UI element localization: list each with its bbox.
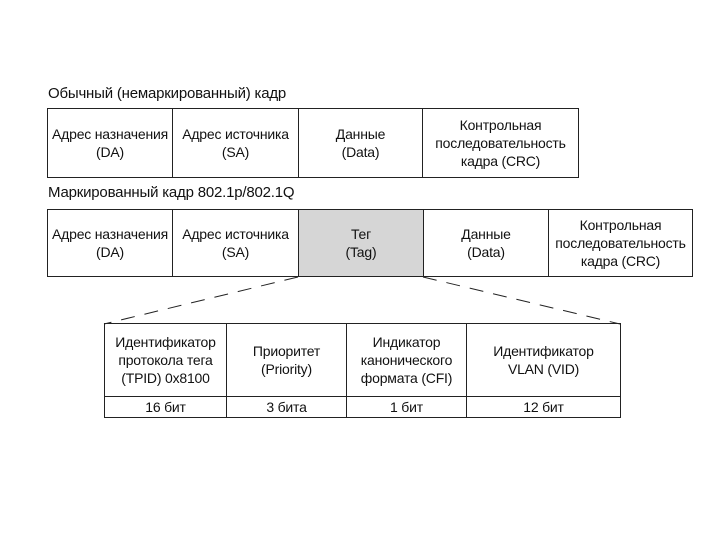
field-label-line: Идентификатор bbox=[115, 334, 216, 350]
tag-bits-row bbox=[105, 397, 621, 418]
field-label-line: (TPID) 0x8100 bbox=[121, 370, 210, 386]
field-label-line: (SA) bbox=[221, 244, 250, 260]
field-label-line: Адрес источника bbox=[182, 226, 289, 242]
field-label-line: (DA) bbox=[96, 244, 124, 260]
field-label-line: формата (CFI) bbox=[360, 370, 453, 386]
priority-bits: 3 бита bbox=[227, 397, 347, 418]
field-label-line: (DA) bbox=[96, 144, 124, 160]
field-label-line: канонического bbox=[360, 352, 453, 368]
tagged-frame-title: Маркированный кадр 802.1p/802.1Q bbox=[48, 184, 295, 201]
field-label-line: Данные bbox=[461, 226, 511, 242]
cfi-bits: 1 бит bbox=[347, 397, 467, 418]
field-label-line: протокола тега bbox=[118, 352, 213, 368]
tag-field-vid bbox=[467, 324, 621, 397]
field-label-line: Контрольная bbox=[579, 217, 662, 233]
field-label-line: Тег bbox=[350, 226, 372, 242]
expansion-line-left bbox=[104, 277, 298, 324]
field-label-line: Данные bbox=[335, 126, 386, 142]
vid-bits: 12 бит bbox=[467, 397, 621, 418]
field-label-line: (Data) bbox=[341, 144, 380, 160]
tag-field-cfi bbox=[347, 324, 467, 397]
tag-detail-table bbox=[104, 323, 621, 418]
field-label-line: Адрес назначения bbox=[52, 226, 168, 242]
field-label-line: VLAN (VID) bbox=[507, 361, 580, 377]
field-label-line: (Priority) bbox=[261, 361, 312, 377]
field-label-line: Индикатор bbox=[372, 334, 441, 350]
field-label-line: Адрес источника bbox=[182, 126, 289, 142]
tag-field-priority bbox=[227, 324, 347, 397]
field-label-line: Адрес назначения bbox=[52, 126, 168, 142]
expansion-line-right bbox=[423, 277, 620, 324]
field-label-line: (Data) bbox=[467, 244, 505, 260]
field-label-line: Идентификатор bbox=[493, 343, 594, 359]
field-label-line: последовательность bbox=[435, 135, 566, 151]
tpid-bits: 16 бит bbox=[105, 397, 227, 418]
tag-field-tpid bbox=[105, 324, 227, 397]
field-label-line: кадра (CRC) bbox=[460, 153, 541, 169]
field-label-line: Контрольная bbox=[459, 117, 542, 133]
tag-fields-row bbox=[105, 324, 621, 397]
field-label-line: кадра (CRC) bbox=[580, 253, 661, 269]
field-label-line: (Tag) bbox=[345, 244, 377, 260]
untagged-frame-title: Обычный (немаркированный) кадр bbox=[48, 85, 287, 102]
field-label-line: (SA) bbox=[221, 144, 250, 160]
field-label-line: Приоритет bbox=[252, 343, 321, 359]
field-label-line: последовательность bbox=[555, 235, 686, 251]
